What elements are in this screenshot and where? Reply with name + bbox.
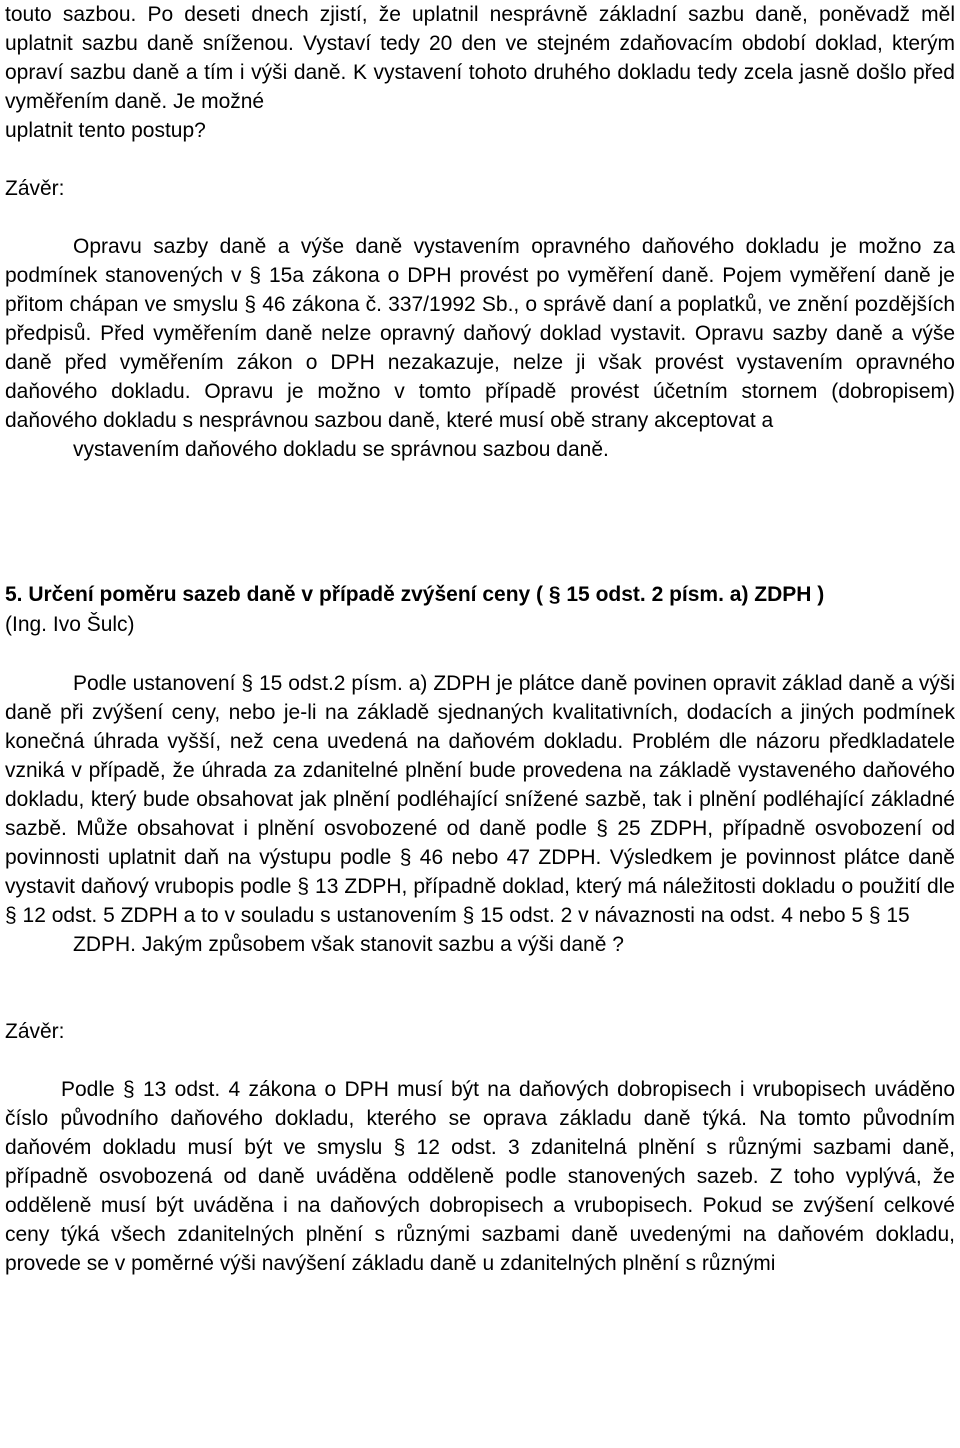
spacer — [5, 640, 955, 669]
section-author: (Ing. Ivo Šulc) — [5, 613, 135, 636]
paragraph-conclusion-1-text: Opravu sazby daně a výše daně vystavením opravného daňového dokladu je možno za podmínek stanovených v § 15a zákona o DPH provést po vyměření daně. Pojem vyměření daně je přitom chápan ve smyslu § 46 zákona č. 337/1992 Sb., o správě daní a poplatků, ve znění pozdějších předpisů. Před vyměřením daně nelze opravný daňový doklad vystavit. Opravu sazby daně a výše daně před vyměřením zákon o DPH nezakazuje, nelze ji však provést vystavením opravného daňového dokladu. Opravu je možno v tomto případě provést účetním stornem (dobropisem) daňového dokladu s nesprávnou sazbou daně, které musí obě strany akceptovat a — [5, 235, 955, 432]
section-heading: 5. Určení poměru sazeb daně v případě zvýšení ceny ( § 15 odst. 2 písm. a) ZDPH ) — [5, 583, 825, 606]
spacer — [5, 203, 955, 232]
spacer — [5, 145, 955, 174]
paragraph-conclusion-1 — [5, 232, 955, 464]
paragraph-intro — [5, 0, 955, 145]
spacer — [5, 464, 955, 580]
paragraph-intro-last-line: uplatnit tento postup? — [5, 119, 206, 142]
spacer — [5, 959, 955, 1017]
conclusion-label-2: Závěr: — [5, 1020, 65, 1043]
paragraph-conclusion-2: Podle § 13 odst. 4 zákona o DPH musí být na daňových dobropisech i vrubopisech uváděno číslo původního daňového dokladu, kterého se oprava základu daně týká. Na tomto původním daňovém dokladu musí být ve smyslu § 12 odst. 3 zdanitelná plnění s různými sazbami daně, případně osvobozená od daně uváděna odděleně podle stanovených sazeb. Z toho vyplývá, že odděleně musí být uváděna i na daňových dobropisech a vrubopisech. Pokud se zvýšení celkové ceny týká všech zdanitelných plnění s různými sazbami daně uvedenými na daňovém dokladu, provede se v poměrné výši navýšení základu daně u zdanitelných plnění s různými — [5, 1078, 955, 1275]
document-page — [5, 0, 955, 1278]
paragraph-question — [5, 669, 955, 959]
conclusion-label-1: Závěr: — [5, 177, 65, 200]
paragraph-question-last-line: ZDPH. Jakým způsobem však stanovit sazbu a výši daně ? — [73, 933, 624, 956]
paragraph-intro-text: touto sazbou. Po deseti dnech zjistí, že uplatnil nesprávně základní sazbu daně, poněvadž měl uplatnit sazbu daně sníženou. Vystaví tedy 20 den ve stejném zdaňovacím období doklad, kterým opraví sazbu daně a tím i výši daně. K vystavení tohoto druhého dokladu tedy zcela jasně došlo před vyměřením daně. Je možné — [5, 3, 955, 113]
spacer — [5, 1046, 955, 1075]
paragraph-conclusion-1-last-line: vystavením daňového dokladu se správnou sazbou daně. — [73, 438, 609, 461]
paragraph-question-text: Podle ustanovení § 15 odst.2 písm. a) ZDPH je plátce daně povinen opravit základ daně a výši daně při zvýšení ceny, nebo je-li na základě sjednaných kvalitativních, dodacích a jiných podmínek konečná úhrada vyšší, než cena uvedená na daňovém dokladu. Problém dle názoru předkladatele vzniká v případě, že úhrada za zdanitelné plnění bude provedena na základě vystaveného daňového dokladu, který bude obsahovat jak plnění podléhající snížené sazbě, tak i plnění podléhající základné sazbě. Může obsahovat i plnění osvobozené od daně podle § 25 ZDPH, případně osvobození od povinnosti uplatnit daň na výstupu podle § 46 nebo 47 ZDPH. Výsledkem je povinnost plátce daně vystavit daňový vrubopis podle § 13 ZDPH, případně doklad, který má náležitosti dokladu o použití dle § 12 odst. 5 ZDPH a to v souladu s ustanovením § 15 odst. 2 v návaznosti na odst. 4 nebo 5 § 15 — [5, 672, 955, 927]
